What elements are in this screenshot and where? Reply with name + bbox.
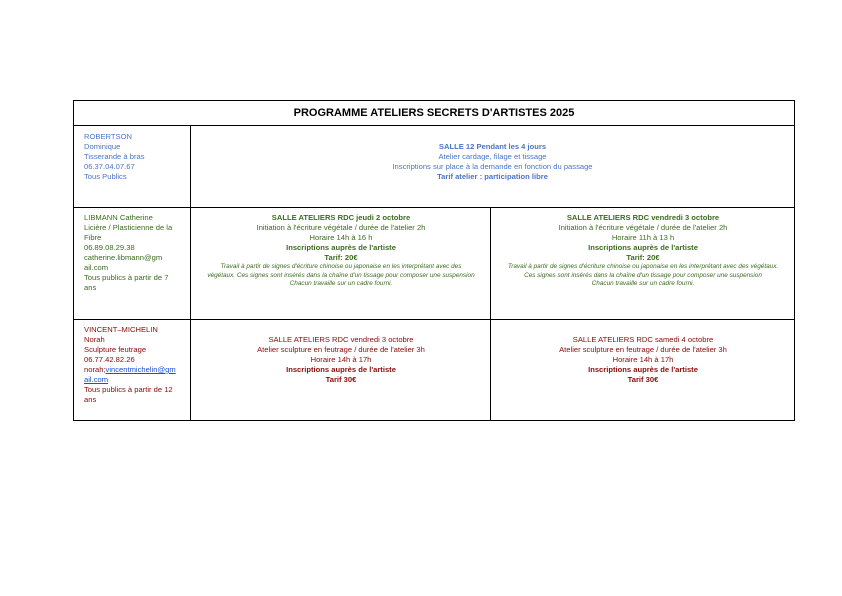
session-heading: SALLE ATELIERS RDC samedi 4 octobre [572, 335, 714, 344]
artist-email-line [84, 365, 184, 385]
session-cell-robertson [191, 142, 794, 182]
artist-job: Tisserande à bras [84, 152, 145, 161]
artist-phone: 06.37.04.07.67 [84, 162, 135, 171]
session-heading: SALLE ATELIERS RDC vendredi 3 octobre [566, 213, 720, 222]
session-signup: Inscriptions auprès de l'artiste [286, 243, 396, 252]
session-hours: Horaire 14h à 16 h [309, 233, 373, 242]
artist-firstname: Norah [84, 335, 105, 344]
artist-name: LIBMANN Catherine [84, 213, 153, 222]
session-note: Chacun travaille sur un cadre fourni. [591, 280, 695, 287]
session-activity: Initiation à l'écriture végétale / durée de l'atelier 2h [256, 223, 426, 232]
session-price: Tarif 30€ [325, 375, 357, 384]
row-divider [74, 207, 794, 208]
artist-email-prefix: norah; [84, 365, 106, 374]
session-hours: Horaire 14h à 17h [310, 355, 372, 364]
session-heading: SALLE ATELIERS RDC jeudi 2 octobre [271, 213, 411, 222]
session-description: Travail à partir de signes d'écriture chinoise ou japonaise en les interprétant avec des végétaux. Ces signes sont insérés dans la chaîne d'un tissage pour composer une suspension [507, 263, 779, 279]
session-activity: Initiation à l'écriture végétale / durée de l'atelier 2h [558, 223, 728, 232]
artist-audience: Tous publics à partir de 12 ans [84, 385, 173, 404]
session-signup: Inscriptions auprès de l'artiste [588, 365, 698, 374]
artist-phone: 06.77.42.82.26 [84, 355, 135, 364]
session-activity: Atelier sculpture en feutrage / durée de l'atelier 3h [559, 345, 727, 354]
artist-cell-libmann [84, 213, 184, 293]
session-cell-libmann-1 [206, 213, 476, 289]
row-divider [74, 319, 794, 320]
session-heading: SALLE ATELIERS RDC vendredi 3 octobre [268, 335, 414, 344]
session-cell-vincent-1 [206, 335, 476, 385]
programme-table [73, 100, 795, 421]
artist-phone: 06.89.08.29.38 [84, 243, 135, 252]
session-activity: Atelier sculpture en feutrage / durée de l'atelier 3h [257, 345, 425, 354]
artist-audience: Tous Publics [84, 172, 127, 181]
session-cell-libmann-2 [506, 213, 780, 289]
session-signup: Inscriptions sur place à la demande en fonction du passage [392, 162, 593, 171]
session-cell-vincent-2 [506, 335, 780, 385]
artist-email: catherine.libmann@gm ail.com [84, 253, 163, 272]
session-heading: SALLE 12 Pendant les 4 jours [438, 142, 547, 151]
artist-job: Licière / Plasticienne de la Fibre [84, 223, 173, 242]
artist-name: VINCENT–MICHELIN [84, 325, 158, 334]
artist-job: Sculpture feutrage [84, 345, 147, 354]
session-price: Tarif atelier : participation libre [437, 172, 548, 181]
artist-cell-vincent-michelin [84, 325, 184, 405]
artist-cell-robertson [84, 132, 184, 182]
artist-email-link[interactable]: vincentmichelin@gm ail.com [84, 365, 176, 384]
session-hours: Horaire 11h à 13 h [611, 233, 675, 242]
programme-title: PROGRAMME ATELIERS SECRETS D'ARTISTES 2025 [74, 101, 794, 126]
session-hours: Horaire 14h à 17h [612, 355, 674, 364]
session-signup: Inscriptions auprès de l'artiste [588, 243, 698, 252]
session-description: Travail à partir de signes d'écriture chinoise ou japonaise en les interprétant avec des végétaux. Ces signes sont insérés dans la chaîne d'un tissage pour composer une suspension [207, 263, 475, 279]
session-note: Chacun travaille sur un cadre fourni. [289, 280, 393, 287]
session-price: Tarif: 20€ [324, 253, 358, 262]
artist-audience: Tous publics à partir de 7 ans [84, 273, 169, 292]
session-divider [490, 207, 491, 421]
artist-firstname: Dominique [84, 142, 121, 151]
session-price: Tarif 30€ [627, 375, 659, 384]
session-activity: Atelier cardage, filage et tissage [438, 152, 547, 161]
session-signup: Inscriptions auprès de l'artiste [286, 365, 396, 374]
session-price: Tarif: 20€ [626, 253, 660, 262]
artist-name: ROBERTSON [84, 132, 132, 141]
